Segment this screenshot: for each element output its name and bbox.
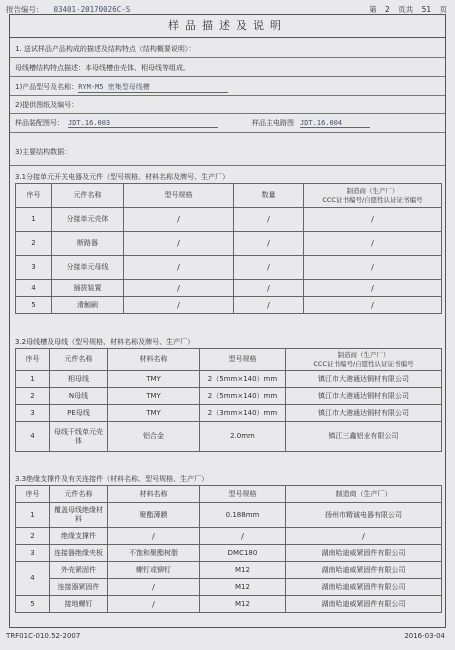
assembly-value: JDT.16.003 xyxy=(68,119,218,128)
intro-line-1: 1. 送试样品产品构成的描述及结构特点（结构概要说明）： xyxy=(15,45,196,53)
table-row: 3 分接单元母线 / / / xyxy=(16,256,442,280)
section2-title: 3.2母线槽及母线（型号规格、材料名称及牌号、生产厂） xyxy=(15,338,195,346)
circuit-value: JDT.16.004 xyxy=(300,119,370,128)
table-row: 4 母线干线单元壳体 铝合金 2.0mm 镇江三鑫铝业有限公司 xyxy=(16,422,442,452)
footer-date: 2016-03-04 xyxy=(404,632,445,640)
table-row: 3 PE母线 TMY 2（3mm×140）mm 镇江市大港通达铜材有限公司 xyxy=(16,405,442,422)
divider xyxy=(10,132,445,133)
model-label: 1)产品型号及名称： xyxy=(15,83,79,91)
report-number-label: 报告编号： xyxy=(6,5,44,14)
divider xyxy=(10,57,445,58)
model-line xyxy=(15,82,228,93)
table-header-row: 序号 元件名称 材料名称 型号规格 制造商（生产厂） xyxy=(16,486,442,503)
page-info: 第 2 页共 51 页 xyxy=(369,5,447,14)
table-row: 2 断路器 / / / xyxy=(16,232,442,256)
circuit-label: 样品主电路图 xyxy=(252,119,294,127)
table-row: 5 滑触刷 / / / xyxy=(16,297,442,314)
section1-title: 3.1分接单元开关电器及元件（型号规格、材料名称及牌号、生产厂） xyxy=(15,173,230,181)
table-row: 5 接地螺钉 / M12 湖南哈迪威紧固件有限公司 xyxy=(16,596,442,613)
report-number: 03401-20170026C-S xyxy=(53,5,131,14)
intro-line-2: 母线槽结构特点描述：本母线槽由壳体、相母线等组成。 xyxy=(15,64,190,72)
divider xyxy=(10,113,445,114)
section1-table xyxy=(15,183,442,314)
table-row: 连接器紧固件 / M12 湖南哈迪威紧固件有限公司 xyxy=(16,579,442,596)
table-row: 4 插拔装置 / / / xyxy=(16,280,442,297)
table-header-row: 序号 元件名称 材料名称 型号规格 制造商（生产厂） CCC证书编号/自愿性认证证书编号 xyxy=(16,349,442,371)
drawings-label: 2)提供图纸及编号： xyxy=(15,101,79,109)
structure-data-label: 3)主要结构数据： xyxy=(15,148,72,156)
footer-form-number: TRF01C-010.52-2007 xyxy=(6,632,81,640)
table-header-row: 序号 元件名称 型号规格 数量 制造商（生产厂） CCC证书编号/自愿性认证证书编号 xyxy=(16,184,442,208)
document-frame xyxy=(9,14,446,628)
divider xyxy=(10,95,445,96)
section3-table xyxy=(15,485,442,613)
table-row: 1 覆盖母线绝缘材料 聚酯薄膜 0.188mm 扬州市精诚电器有限公司 xyxy=(16,503,442,528)
drawings-line xyxy=(15,118,370,128)
divider xyxy=(10,165,445,166)
table-row: 3 连接器绝缘夹板 不饱和聚酯树脂 DMC180 湖南哈迪威紧固件有限公司 xyxy=(16,545,442,562)
section3-title: 3.3绝缘支撑件及有关连接件（材料名称、型号规格、生产厂） xyxy=(15,475,209,483)
divider xyxy=(10,76,445,77)
section2-table xyxy=(15,348,442,452)
table-row: 1 相母线 TMY 2（5mm×140）mm 镇江市大港通达铜材有限公司 xyxy=(16,371,442,388)
model-value: RYM-M5 密集型母线槽 xyxy=(78,82,228,93)
page-title: 样品描述及说明 xyxy=(10,15,445,38)
table-row: 2 绝缘支撑件 / / / xyxy=(16,528,442,545)
table-row: 4 外壳紧固件 螺钉或铆钉 M12 湖南哈迪威紧固件有限公司 xyxy=(16,562,442,579)
assembly-label: 样品装配图号： xyxy=(15,119,64,127)
table-row: 2 N母线 TMY 2（5mm×140）mm 镇江市大港通达铜材有限公司 xyxy=(16,388,442,405)
table-row: 1 分接单元壳体 / / / xyxy=(16,208,442,232)
